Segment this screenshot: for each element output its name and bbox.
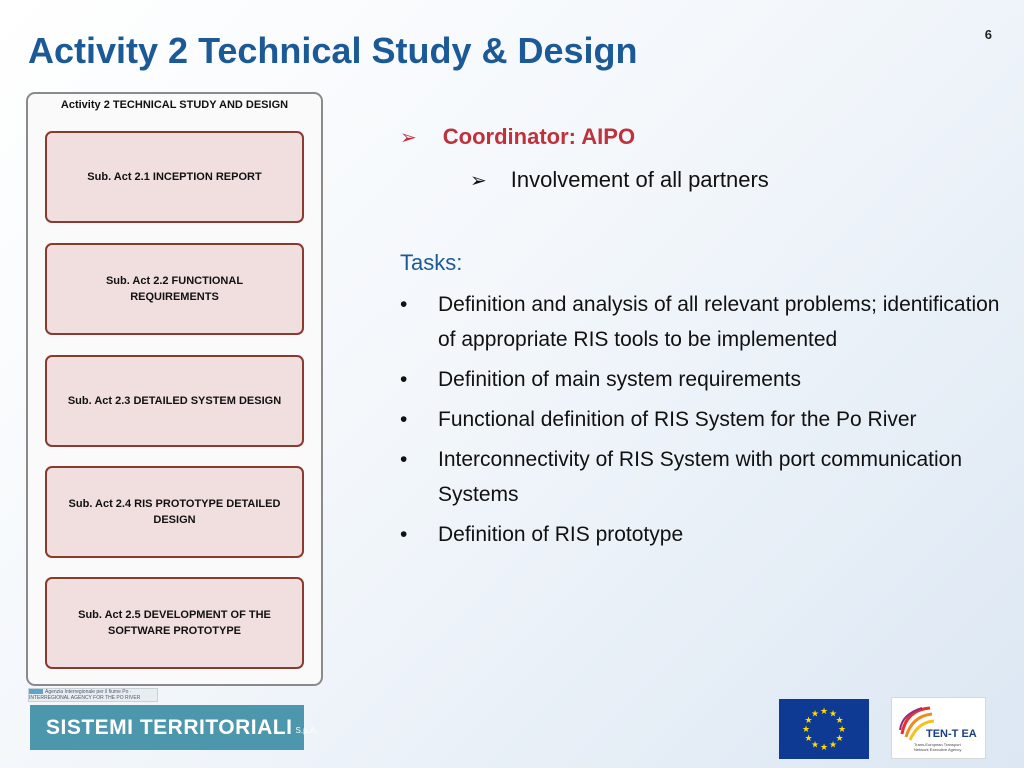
sub-activity-box [45,243,304,335]
svg-text:★: ★ [828,709,838,720]
aipo-logo [28,688,158,702]
svg-text:★: ★ [810,740,820,751]
sub-activity-label: Sub. Act 2.2 FUNCTIONAL REQUIREMENTS [105,275,244,303]
sistemi-territoriali-logo [30,705,318,750]
task-text: Functional definition of RIS System for the Po River [438,408,917,431]
ten-t-subtitle: Trans-European Transport Network Executive Agency [914,742,962,752]
sub-activity-label: Sub. Act 2.5 DEVELOPMENT OF THE SOFTWARE PROTOTYPE [78,609,271,637]
list-item [400,402,1000,437]
coordinator-text: Coordinator: AIPO [442,124,636,149]
bullet-icon: • [400,523,408,546]
sistemi-name: SISTEMI TERRITORIALI [46,715,293,739]
sub-activity-box [45,355,304,447]
task-text: Definition of main system requirements [438,368,801,391]
svg-text:★: ★ [837,725,847,735]
list-item [400,442,1000,512]
diagram-heading: Activity 2 TECHNICAL STUDY AND DESIGN [60,99,289,111]
svg-text:★: ★ [819,743,829,753]
activity-diagram [26,92,323,686]
bullet-icon: • [400,293,408,316]
slide-title: Activity 2 Technical Study & Design [28,30,638,71]
svg-text:★: ★ [801,725,811,735]
involvement-line [470,167,769,193]
svg-text:★: ★ [810,709,820,720]
aipo-logo-text: Agenzia Interregionale per il fiume Po · INTERREGIONAL AGENCY FOR THE PO RIVER [29,689,141,701]
task-text: Definition and analysis of all relevant problems; identification of appropriate RIS tools to be implemented [438,293,1000,351]
sub-activity-label: Sub. Act 2.3 DETAILED SYSTEM DESIGN [67,395,282,407]
bullet-icon: • [400,368,408,391]
svg-text:★: ★ [804,716,813,726]
tasks-heading: Tasks: [400,250,463,275]
list-item [400,287,1000,357]
sub-activity-box [45,466,304,558]
sistemi-suffix: S.p.A. [295,726,318,735]
svg-text:★: ★ [819,707,829,717]
svg-text:★: ★ [835,734,844,744]
ten-t-ea-logo [891,697,986,759]
involvement-text: Involvement of all partners [510,167,769,192]
page-number: 6 [984,27,992,42]
eu-stars-icon [779,699,869,759]
sub-activity-label: Sub. Act 2.4 RIS PROTOTYPE DETAILED DESIGN [68,498,281,526]
svg-text:★: ★ [835,716,844,726]
sub-activity-box [45,131,304,223]
arrow-bullet-icon: ➢ [470,170,487,192]
aipo-mark-icon [29,689,43,694]
sub-activity-box [45,577,304,669]
svg-text:★: ★ [828,740,838,751]
svg-text:★: ★ [804,734,813,744]
bullet-icon: • [400,408,408,431]
list-item [400,362,1000,397]
sub-activity-label: Sub. Act 2.1 INCEPTION REPORT [87,171,262,183]
list-item [400,517,1000,552]
bullet-icon: • [400,448,408,471]
task-text: Interconnectivity of RIS System with port communication Systems [438,448,963,506]
eu-flag-icon [779,699,869,759]
coordinator-line [400,124,635,150]
task-text: Definition of RIS prototype [438,523,684,546]
ten-t-name: TEN-T EA [926,728,977,740]
tasks-list [400,287,1000,557]
arrow-bullet-icon: ➢ [400,127,417,149]
